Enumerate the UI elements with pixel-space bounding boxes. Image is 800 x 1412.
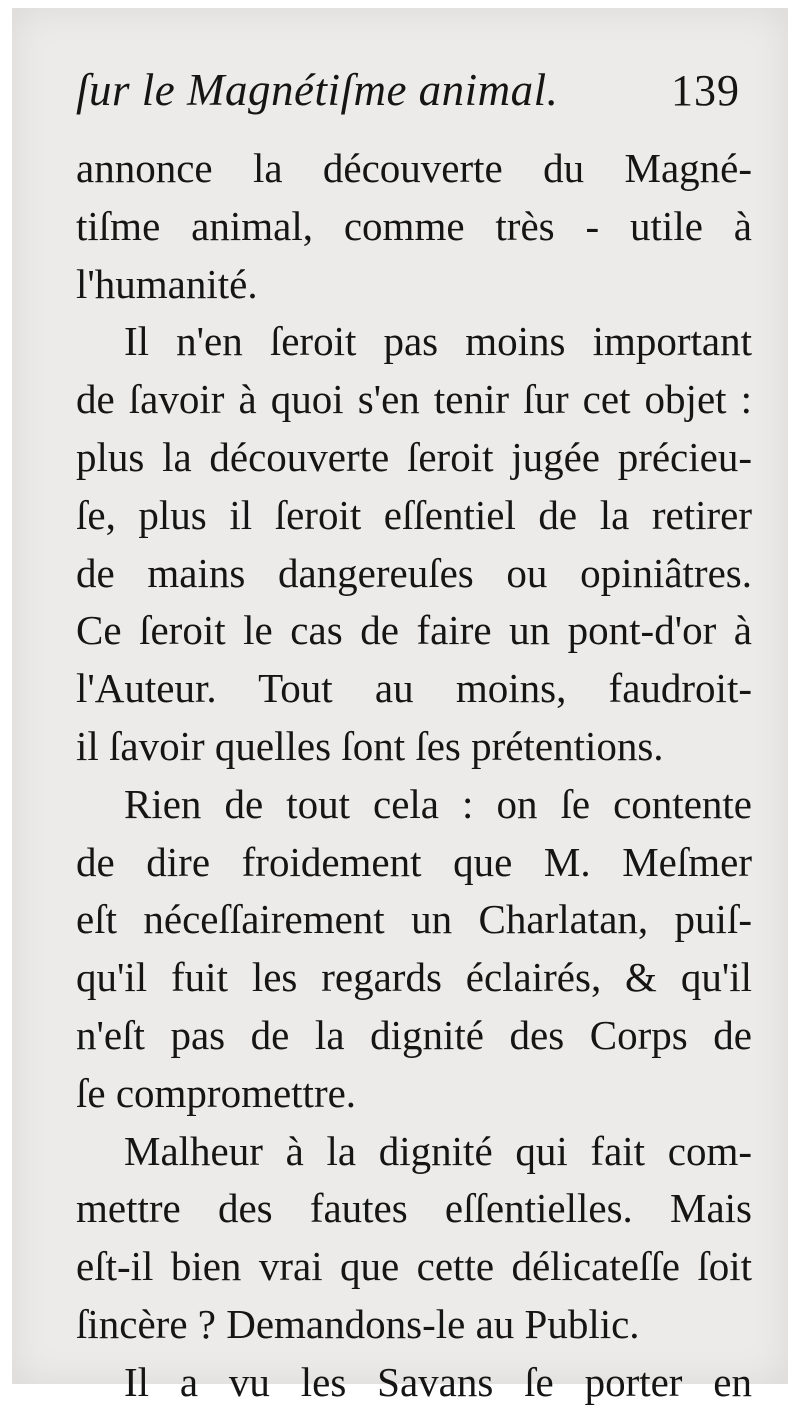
text-line: Il n'en ſeroit pas moins important <box>124 318 752 365</box>
paragraph <box>76 140 752 313</box>
text-line: n'eſt pas de la dignité des Corps de <box>76 1011 752 1058</box>
page-header <box>76 65 752 140</box>
text-line: eſt-il bien vrai que cette délicateſſe ſoit <box>76 1243 752 1290</box>
text-line: l'humanité. <box>76 260 258 307</box>
text-line: qu'il fuit les regards éclairés, & qu'il <box>76 954 752 1001</box>
text-line: ſincère ? Demandons-le au Public. <box>76 1300 640 1347</box>
paragraph <box>76 313 752 775</box>
text-line: eſt néceſſairement un Charlatan, puiſ- <box>76 896 752 943</box>
text-line: de ſavoir à quoi s'en tenir ſur cet objet : <box>76 376 752 423</box>
text-line: Malheur à la dignité qui fait com- <box>124 1127 752 1174</box>
text-line: de mains dangereuſes ou opiniâtres. <box>76 549 752 596</box>
running-head: ſur le Magnétiſme animal. <box>76 65 559 115</box>
text-line: de dire froidement que M. Meſmer <box>76 838 752 885</box>
paragraph <box>76 1354 752 1412</box>
paragraph <box>76 1123 752 1354</box>
text-line: il ſavoir quelles ſont ſes prétentions. <box>76 722 664 769</box>
page-number: 139 <box>671 66 740 115</box>
book-page <box>12 8 788 1405</box>
text-line: Il a vu les Savans ſe porter en <box>124 1358 752 1405</box>
text-line: ſe, plus il ſeroit eſſentiel de la retirer <box>76 491 752 538</box>
paragraph <box>76 776 752 1123</box>
text-line: ſe compromettre. <box>76 1069 357 1116</box>
text-line: plus la découverte ſeroit jugée précieu- <box>76 433 752 480</box>
text-line: mettre des fautes eſſentielles. Mais <box>76 1185 752 1232</box>
text-line: annonce la découverte du Magné- <box>76 145 752 191</box>
text-line: Rien de tout cela : on ſe contente <box>124 780 752 827</box>
text-line: l'Auteur. Tout au moins, faudroit- <box>76 665 752 712</box>
text-line: Ce ſeroit le cas de faire un pont-d'or à <box>76 607 752 654</box>
page-text <box>76 65 752 1412</box>
text-line: tiſme animal, comme très - utile à <box>76 202 752 249</box>
